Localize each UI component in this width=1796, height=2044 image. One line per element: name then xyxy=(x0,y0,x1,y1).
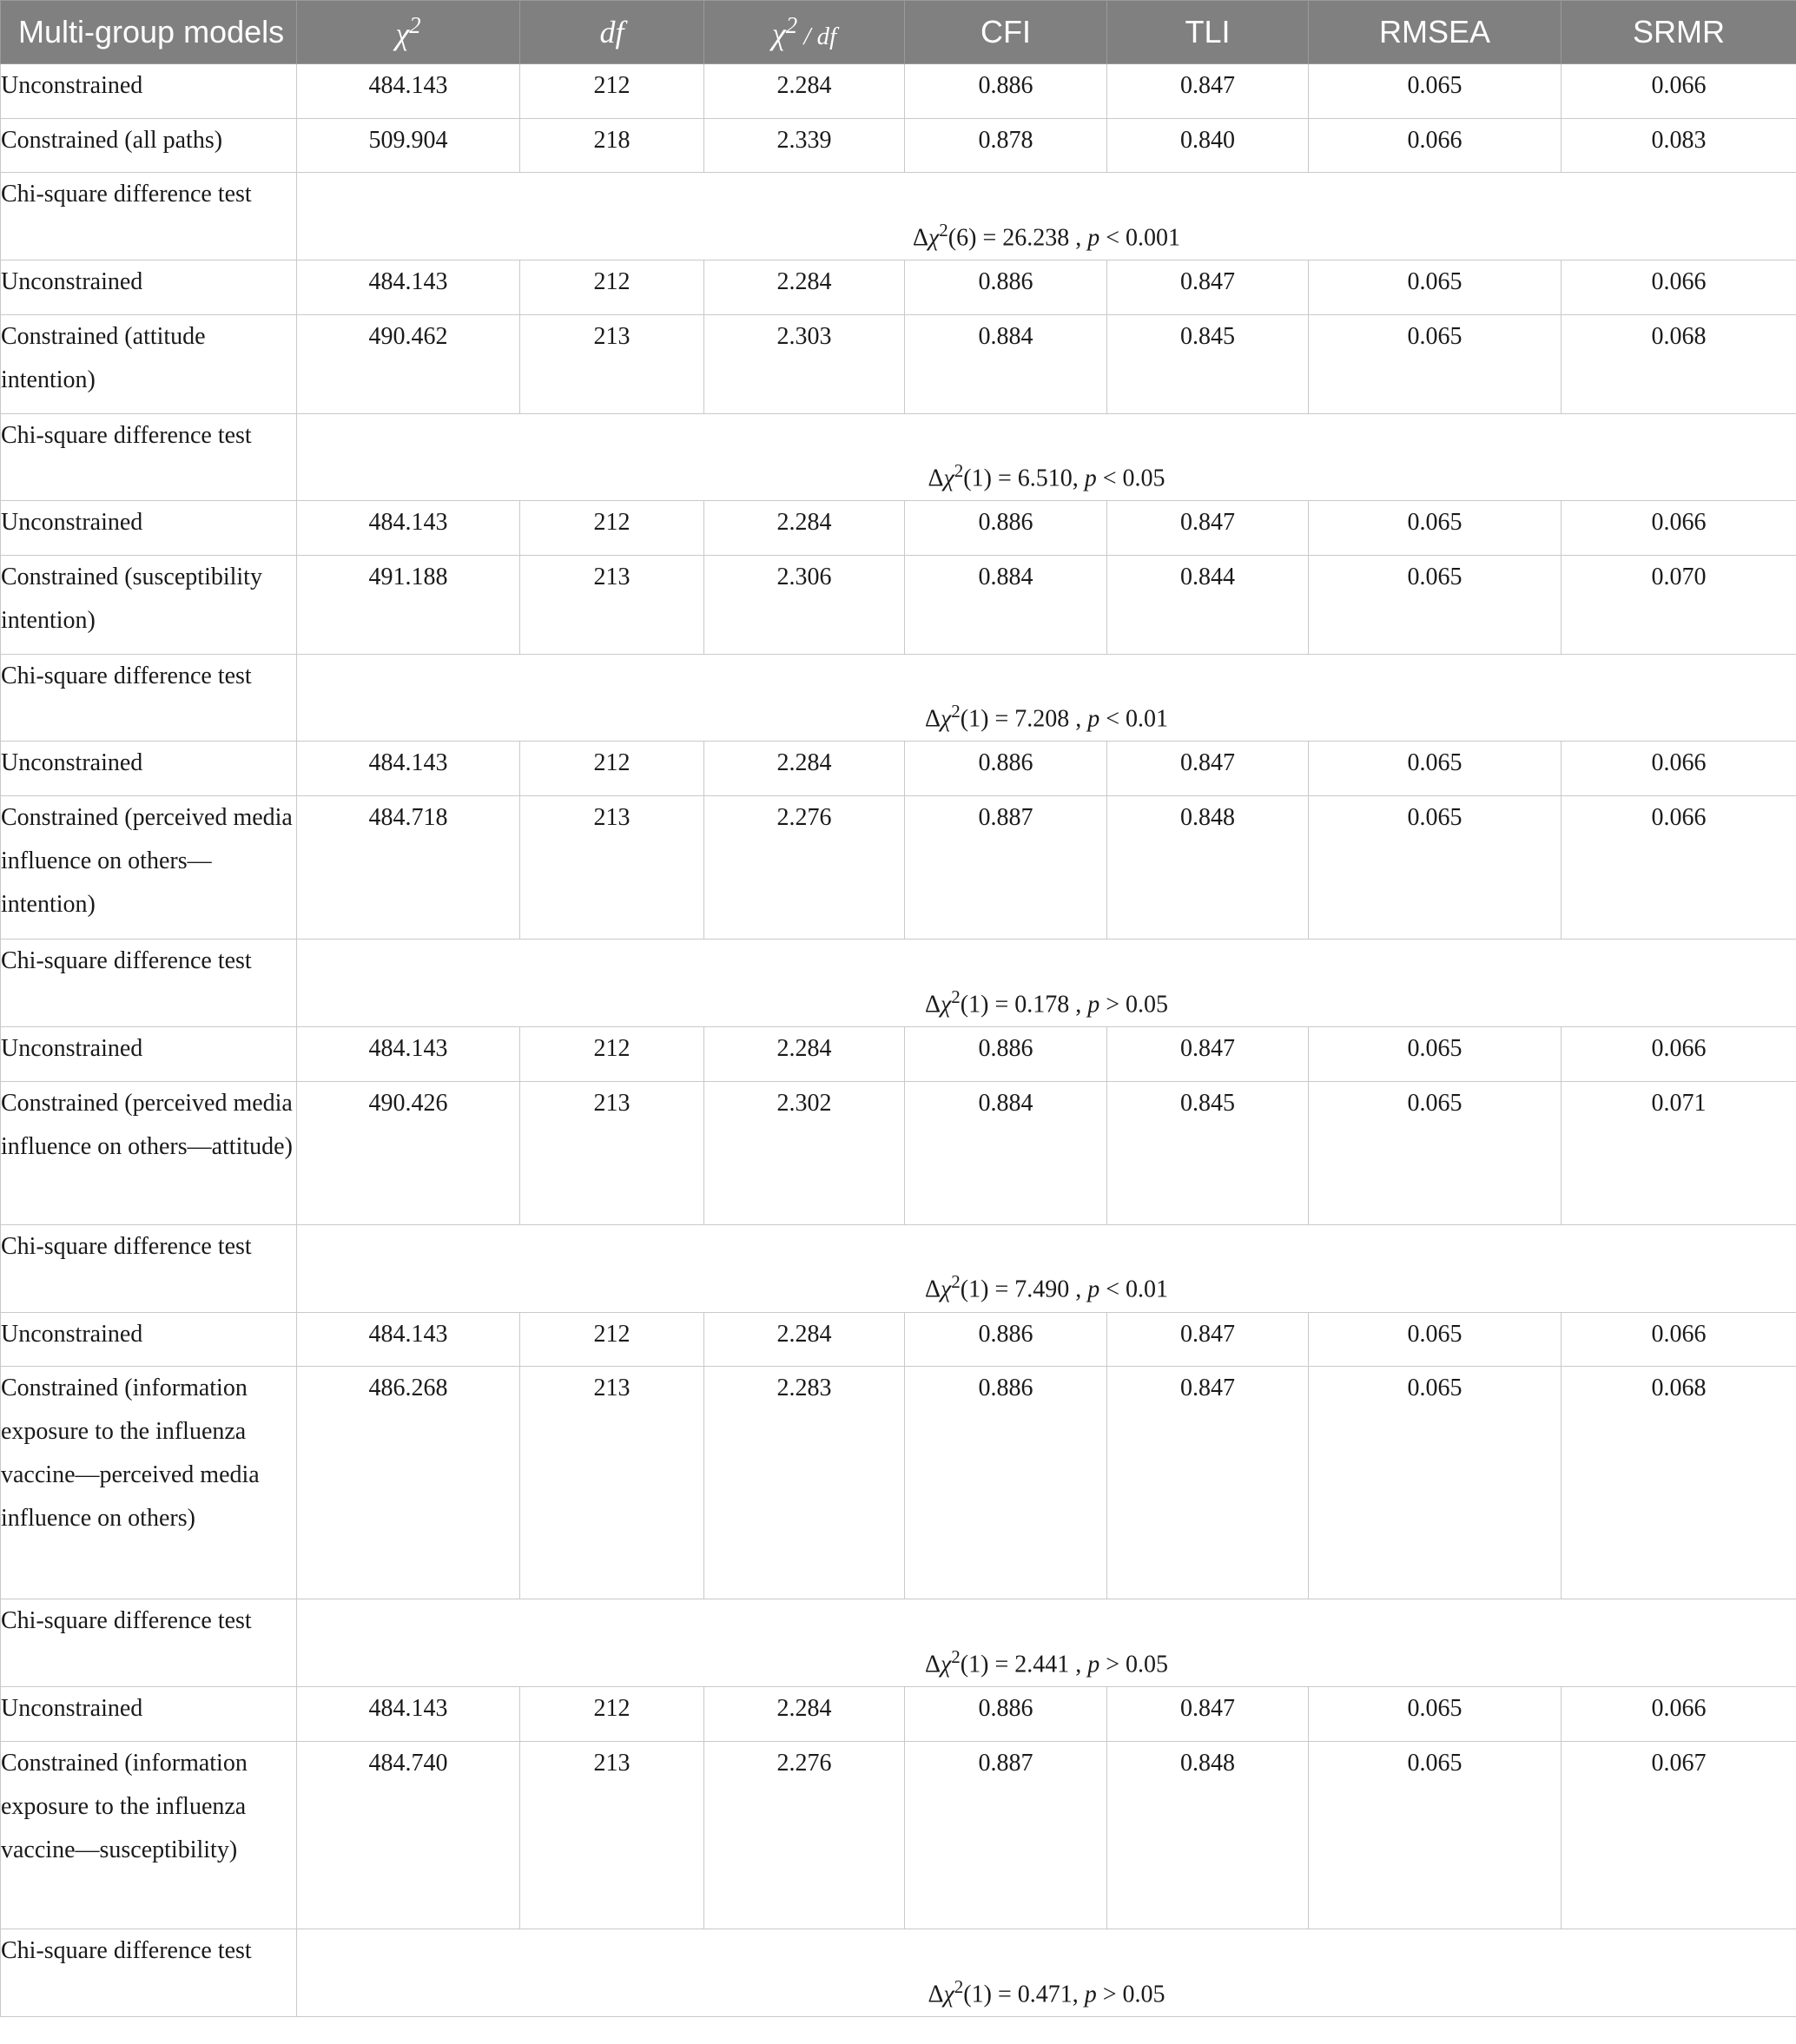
cell-chi2: 490.426 xyxy=(297,1081,520,1224)
cell-cfi: 0.884 xyxy=(905,555,1107,654)
model-name-cell: Unconstrained xyxy=(1,1312,297,1367)
chi-symbol: χ xyxy=(940,1650,952,1678)
header-df-text: df xyxy=(599,15,624,49)
model-name-cell: Unconstrained xyxy=(1,64,297,119)
cell-srmr: 0.068 xyxy=(1562,314,1796,413)
test-label-cell: Chi-square difference test xyxy=(1,173,297,260)
table-row xyxy=(1,1027,1796,1082)
header-df xyxy=(520,1,704,64)
cell-srmr: 0.083 xyxy=(1562,118,1796,173)
cell-tli: 0.848 xyxy=(1107,1741,1309,1929)
cell-tli: 0.847 xyxy=(1107,501,1309,556)
chi-square-test-row xyxy=(1,173,1796,260)
test-result-cell xyxy=(297,940,1796,1027)
model-name-cell: Unconstrained xyxy=(1,501,297,556)
cell-chi2: 490.462 xyxy=(297,314,520,413)
cell-srmr: 0.068 xyxy=(1562,1367,1796,1599)
chi-square-test-row xyxy=(1,1599,1796,1687)
chi-exponent: 2 xyxy=(951,986,961,1007)
header-tli: TLI xyxy=(1107,1,1309,64)
cell-chi2: 484.143 xyxy=(297,260,520,314)
table-row xyxy=(1,796,1796,940)
chi-symbol: χ xyxy=(940,1276,952,1303)
cell-cfi: 0.886 xyxy=(905,64,1107,119)
p-comparison: > 0.05 xyxy=(1096,1981,1165,2008)
table-header xyxy=(1,1,1796,64)
cell-ratio: 2.303 xyxy=(704,314,905,413)
model-name-cell: Constrained (susceptibility intention) xyxy=(1,555,297,654)
chi-exponent: 2 xyxy=(954,1975,964,1997)
delta-symbol: Δ xyxy=(924,1276,941,1303)
cell-ratio: 2.284 xyxy=(704,501,905,556)
cell-cfi: 0.884 xyxy=(905,314,1107,413)
test-result-cell xyxy=(297,413,1796,501)
header-ratio-df: / df xyxy=(797,23,837,50)
delta-symbol: Δ xyxy=(928,1981,944,2008)
header-ratio-exponent: 2 xyxy=(785,12,798,38)
cell-tli: 0.847 xyxy=(1107,1312,1309,1367)
chi-square-test-row xyxy=(1,1929,1796,2017)
cell-ratio: 2.284 xyxy=(704,742,905,796)
cell-df: 213 xyxy=(520,314,704,413)
test-df: (1) xyxy=(960,1276,989,1303)
chi-square-test-row xyxy=(1,413,1796,501)
cell-chi2: 484.143 xyxy=(297,1312,520,1367)
cell-cfi: 0.886 xyxy=(905,1027,1107,1082)
cell-rmsea: 0.065 xyxy=(1309,1741,1562,1929)
cell-ratio: 2.284 xyxy=(704,64,905,119)
p-symbol: p xyxy=(1087,705,1100,733)
header-srmr: SRMR xyxy=(1562,1,1796,64)
cell-srmr: 0.066 xyxy=(1562,1027,1796,1082)
cell-cfi: 0.887 xyxy=(905,1741,1107,1929)
cell-tli: 0.847 xyxy=(1107,1686,1309,1741)
table-row xyxy=(1,1741,1796,1929)
test-label-cell: Chi-square difference test xyxy=(1,940,297,1027)
model-name-cell: Constrained (perceived media influence on others—intention) xyxy=(1,796,297,940)
cell-cfi: 0.886 xyxy=(905,260,1107,314)
cell-chi2: 484.143 xyxy=(297,1027,520,1082)
model-name-cell: Unconstrained xyxy=(1,742,297,796)
cell-cfi: 0.878 xyxy=(905,118,1107,173)
test-df: (1) xyxy=(960,1650,989,1678)
test-df: (6) xyxy=(948,223,977,251)
test-result-cell xyxy=(297,1929,1796,2017)
cell-chi2: 491.188 xyxy=(297,555,520,654)
test-df: (1) xyxy=(960,705,989,733)
header-rmsea: RMSEA xyxy=(1309,1,1562,64)
cell-chi2: 484.740 xyxy=(297,1741,520,1929)
test-result-cell xyxy=(297,173,1796,260)
header-chi-exponent: 2 xyxy=(409,12,421,38)
cell-srmr: 0.066 xyxy=(1562,1686,1796,1741)
delta-symbol: Δ xyxy=(924,1650,941,1678)
cell-chi2: 484.143 xyxy=(297,742,520,796)
test-statistic: = 0.471, xyxy=(991,1981,1079,2008)
p-comparison: < 0.01 xyxy=(1099,1276,1169,1303)
chi-symbol: χ xyxy=(928,223,940,251)
delta-symbol: Δ xyxy=(912,223,928,251)
cell-df: 213 xyxy=(520,1367,704,1599)
cell-ratio: 2.276 xyxy=(704,1741,905,1929)
chi-symbol: χ xyxy=(943,1981,954,2008)
cell-chi2: 484.718 xyxy=(297,796,520,940)
cell-ratio: 2.283 xyxy=(704,1367,905,1599)
cell-tli: 0.847 xyxy=(1107,64,1309,119)
cell-ratio: 2.306 xyxy=(704,555,905,654)
cell-df: 213 xyxy=(520,796,704,940)
header-models: Multi-group models xyxy=(1,1,297,64)
p-symbol: p xyxy=(1084,465,1097,492)
cell-chi2: 486.268 xyxy=(297,1367,520,1599)
table-row xyxy=(1,742,1796,796)
model-name-cell: Constrained (attitude intention) xyxy=(1,314,297,413)
p-symbol: p xyxy=(1087,1650,1100,1678)
cell-srmr: 0.066 xyxy=(1562,796,1796,940)
cell-df: 212 xyxy=(520,1312,704,1367)
chi-square-test-row xyxy=(1,654,1796,742)
cell-cfi: 0.886 xyxy=(905,1367,1107,1599)
p-symbol: p xyxy=(1087,1276,1100,1303)
model-name-cell: Unconstrained xyxy=(1,1027,297,1082)
cell-cfi: 0.884 xyxy=(905,1081,1107,1224)
cell-ratio: 2.284 xyxy=(704,1312,905,1367)
cell-chi2: 509.904 xyxy=(297,118,520,173)
test-label-cell: Chi-square difference test xyxy=(1,1929,297,2017)
cell-df: 212 xyxy=(520,501,704,556)
cell-ratio: 2.284 xyxy=(704,1027,905,1082)
chi-symbol: χ xyxy=(940,991,952,1018)
test-result-cell xyxy=(297,654,1796,742)
cell-srmr: 0.070 xyxy=(1562,555,1796,654)
cell-cfi: 0.887 xyxy=(905,796,1107,940)
cell-rmsea: 0.065 xyxy=(1309,796,1562,940)
p-symbol: p xyxy=(1084,1981,1097,2008)
cell-tli: 0.844 xyxy=(1107,555,1309,654)
test-df: (1) xyxy=(960,991,989,1018)
p-comparison: < 0.01 xyxy=(1099,705,1169,733)
cell-cfi: 0.886 xyxy=(905,1686,1107,1741)
p-symbol: p xyxy=(1087,223,1100,251)
cell-tli: 0.840 xyxy=(1107,118,1309,173)
table-row xyxy=(1,1686,1796,1741)
table-row xyxy=(1,118,1796,173)
table-body xyxy=(1,64,1796,2017)
table-row xyxy=(1,1367,1796,1599)
cell-rmsea: 0.065 xyxy=(1309,1367,1562,1599)
cell-srmr: 0.066 xyxy=(1562,1312,1796,1367)
cell-df: 218 xyxy=(520,118,704,173)
test-statistic: = 26.238 , xyxy=(976,223,1082,251)
cell-cfi: 0.886 xyxy=(905,1312,1107,1367)
test-df: (1) xyxy=(963,465,992,492)
header-cfi: CFI xyxy=(905,1,1107,64)
cell-ratio: 2.276 xyxy=(704,796,905,940)
model-name-cell: Unconstrained xyxy=(1,260,297,314)
cell-srmr: 0.066 xyxy=(1562,742,1796,796)
cell-rmsea: 0.066 xyxy=(1309,118,1562,173)
chi-symbol: χ xyxy=(943,465,954,492)
table-row xyxy=(1,1081,1796,1224)
cell-tli: 0.845 xyxy=(1107,1081,1309,1224)
cell-tli: 0.847 xyxy=(1107,742,1309,796)
cell-tli: 0.845 xyxy=(1107,314,1309,413)
cell-srmr: 0.066 xyxy=(1562,501,1796,556)
model-name-cell: Constrained (information exposure to the influenza vaccine—susceptibility) xyxy=(1,1741,297,1929)
test-statistic: = 7.208 , xyxy=(988,705,1082,733)
cell-srmr: 0.067 xyxy=(1562,1741,1796,1929)
chi-exponent: 2 xyxy=(951,1271,961,1293)
cell-srmr: 0.066 xyxy=(1562,260,1796,314)
cell-rmsea: 0.065 xyxy=(1309,64,1562,119)
cell-ratio: 2.284 xyxy=(704,1686,905,1741)
cell-rmsea: 0.065 xyxy=(1309,555,1562,654)
cell-rmsea: 0.065 xyxy=(1309,1081,1562,1224)
cell-chi2: 484.143 xyxy=(297,501,520,556)
cell-chi2: 484.143 xyxy=(297,64,520,119)
p-comparison: < 0.05 xyxy=(1096,465,1165,492)
chi-square-test-row xyxy=(1,1224,1796,1312)
table-row xyxy=(1,64,1796,119)
p-comparison: < 0.001 xyxy=(1099,223,1181,251)
cell-chi2: 484.143 xyxy=(297,1686,520,1741)
test-statistic: = 0.178 , xyxy=(988,991,1082,1018)
p-comparison: > 0.05 xyxy=(1099,991,1169,1018)
header-chi-square-df xyxy=(704,1,905,64)
chi-exponent: 2 xyxy=(951,1645,961,1667)
cell-df: 212 xyxy=(520,64,704,119)
table-row xyxy=(1,314,1796,413)
test-df: (1) xyxy=(963,1981,992,2008)
chi-symbol: χ xyxy=(940,705,952,733)
p-comparison: > 0.05 xyxy=(1099,1650,1169,1678)
delta-symbol: Δ xyxy=(924,705,941,733)
cell-cfi: 0.886 xyxy=(905,501,1107,556)
chi-square-test-row xyxy=(1,940,1796,1027)
header-chi-symbol: χ xyxy=(395,16,410,51)
header-ratio-chi: χ xyxy=(771,16,786,51)
test-label-cell: Chi-square difference test xyxy=(1,1599,297,1687)
model-name-cell: Constrained (all paths) xyxy=(1,118,297,173)
model-name-cell: Constrained (perceived media influence on others—attitude) xyxy=(1,1081,297,1224)
cell-tli: 0.847 xyxy=(1107,1367,1309,1599)
cell-tli: 0.847 xyxy=(1107,1027,1309,1082)
cell-tli: 0.847 xyxy=(1107,260,1309,314)
table-row xyxy=(1,555,1796,654)
cell-rmsea: 0.065 xyxy=(1309,1686,1562,1741)
cell-df: 213 xyxy=(520,1081,704,1224)
cell-df: 212 xyxy=(520,260,704,314)
cell-df: 213 xyxy=(520,1741,704,1929)
cell-df: 213 xyxy=(520,555,704,654)
cell-cfi: 0.886 xyxy=(905,742,1107,796)
table-row xyxy=(1,260,1796,314)
cell-srmr: 0.066 xyxy=(1562,64,1796,119)
table-row xyxy=(1,501,1796,556)
test-statistic: = 6.510, xyxy=(991,465,1079,492)
cell-ratio: 2.284 xyxy=(704,260,905,314)
cell-rmsea: 0.065 xyxy=(1309,260,1562,314)
test-statistic: = 7.490 , xyxy=(988,1276,1082,1303)
cell-df: 212 xyxy=(520,742,704,796)
test-result-cell xyxy=(297,1224,1796,1312)
table-row xyxy=(1,1312,1796,1367)
model-name-cell: Unconstrained xyxy=(1,1686,297,1741)
cell-rmsea: 0.065 xyxy=(1309,1312,1562,1367)
cell-ratio: 2.302 xyxy=(704,1081,905,1224)
test-label-cell: Chi-square difference test xyxy=(1,1224,297,1312)
cell-rmsea: 0.065 xyxy=(1309,1027,1562,1082)
cell-rmsea: 0.065 xyxy=(1309,742,1562,796)
cell-rmsea: 0.065 xyxy=(1309,314,1562,413)
cell-tli: 0.848 xyxy=(1107,796,1309,940)
model-name-cell: Constrained (information exposure to the influenza vaccine—perceived media influence on others) xyxy=(1,1367,297,1599)
cell-df: 212 xyxy=(520,1686,704,1741)
test-statistic: = 2.441 , xyxy=(988,1650,1082,1678)
cell-ratio: 2.339 xyxy=(704,118,905,173)
cell-df: 212 xyxy=(520,1027,704,1082)
cell-rmsea: 0.065 xyxy=(1309,501,1562,556)
p-symbol: p xyxy=(1087,991,1100,1018)
chi-exponent: 2 xyxy=(939,219,948,241)
delta-symbol: Δ xyxy=(928,465,944,492)
test-result-cell xyxy=(297,1599,1796,1687)
test-label-cell: Chi-square difference test xyxy=(1,654,297,742)
test-label-cell: Chi-square difference test xyxy=(1,413,297,501)
delta-symbol: Δ xyxy=(924,991,941,1018)
header-chi-square xyxy=(297,1,520,64)
chi-exponent: 2 xyxy=(954,459,964,481)
chi-exponent: 2 xyxy=(951,701,961,722)
cell-srmr: 0.071 xyxy=(1562,1081,1796,1224)
